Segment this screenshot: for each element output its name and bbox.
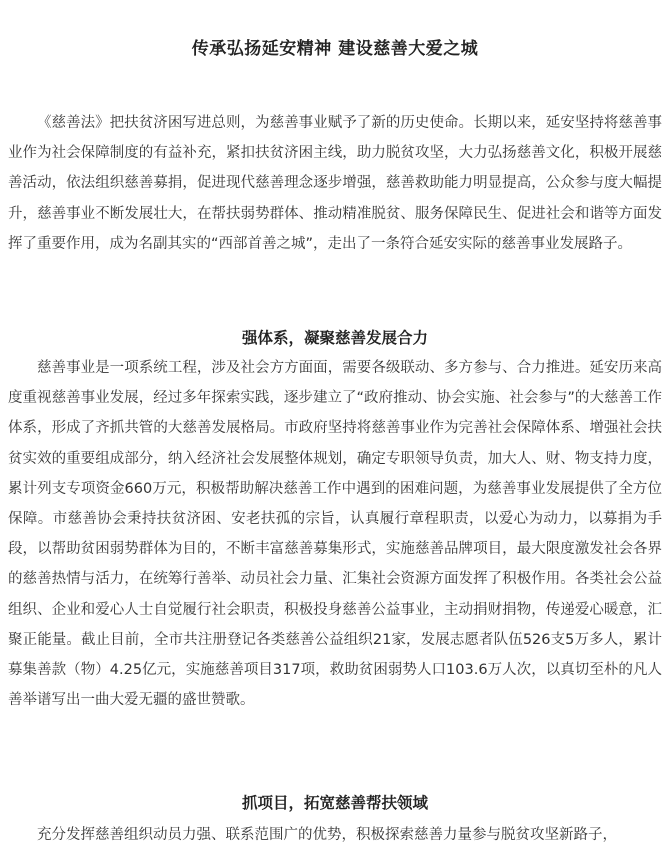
section-paragraph-projects: 充分发挥慈善组织动员力强、联系范围广的优势，积极探索慈善力量参与脱贫攻坚新路子，	[37, 827, 617, 843]
article-title: 传承弘扬延安精神 建设慈善大爱之城	[191, 39, 479, 60]
section-paragraph-system: 慈善事业是一项系统工程，涉及社会方方面面，需要各级联动、多方参与、合力推进。延安历来高度重视慈善事业发展，经过多年探索实践，逐步建立了“政府推动、协会实施、社会参与”的大慈善工作体系，形成了齐抓共管的大慈善发展格局。市政府坚持将慈善事业作为完善社会保障体系、增强社会扶贫实效的重要组成部分，纳入经济社会发展整体规划，确定专职领导负责，加大人、财、物支持力度，累计列支专项资金660万元，积极帮助解决慈善工作中遇到的困难问题，为慈善事业发展提供了全方位保障。市慈善协会秉持扶贫济困、安老扶孤的宗旨，认真履行章程职责，以爱心为动力，以募捐为手段，以帮助贫困弱势群体为目的，不断丰富慈善募集形式，实施慈善品牌项目，最大限度激发社会各界的慈善热情与活力，在统筹行善举、动员社会力量、汇集社会资源方面发挥了积极作用。各类社会公益组织、企业和爱心人士自觉履行社会职责，积极投身慈善公益事业，主动捐财捐物，传递爱心暖意，汇聚正能量。截止目前，全市共注册登记各类慈善公益组织21家，发展志愿者队伍526支5万多人，累计募集善款（物）4.25亿元，实施慈善项目317项，救助贫困弱势人口103.6万人次，以真切至朴的凡人善举谱写出一曲大爱无疆的盛世赞歌。	[8, 360, 662, 709]
intro-paragraph: 《慈善法》把扶贫济困写进总则，为慈善事业赋予了新的历史使命。长期以来，延安坚持将慈善事业作为社会保障制度的有益补充，紧扣扶贫济困主线，助力脱贫攻坚，大力弘扬慈善文化，积极开展慈善活动，依法组织慈善募捐，促进现代慈善理念逐步增强，慈善救助能力明显提高，公众参与度大幅提升，慈善事业不断发展壮大，在帮扶弱势群体、推动精准脱贫、服务保障民生、促进社会和谐等方面发挥了重要作用，成为名副其实的“西部首善之城”，走出了一条符合延安实际的慈善事业发展路子。	[8, 115, 662, 252]
section-heading-system: 强体系，凝聚慈善发展合力	[241, 329, 428, 347]
section-heading-projects: 抓项目，拓宽慈善帮扶领域	[241, 794, 428, 812]
